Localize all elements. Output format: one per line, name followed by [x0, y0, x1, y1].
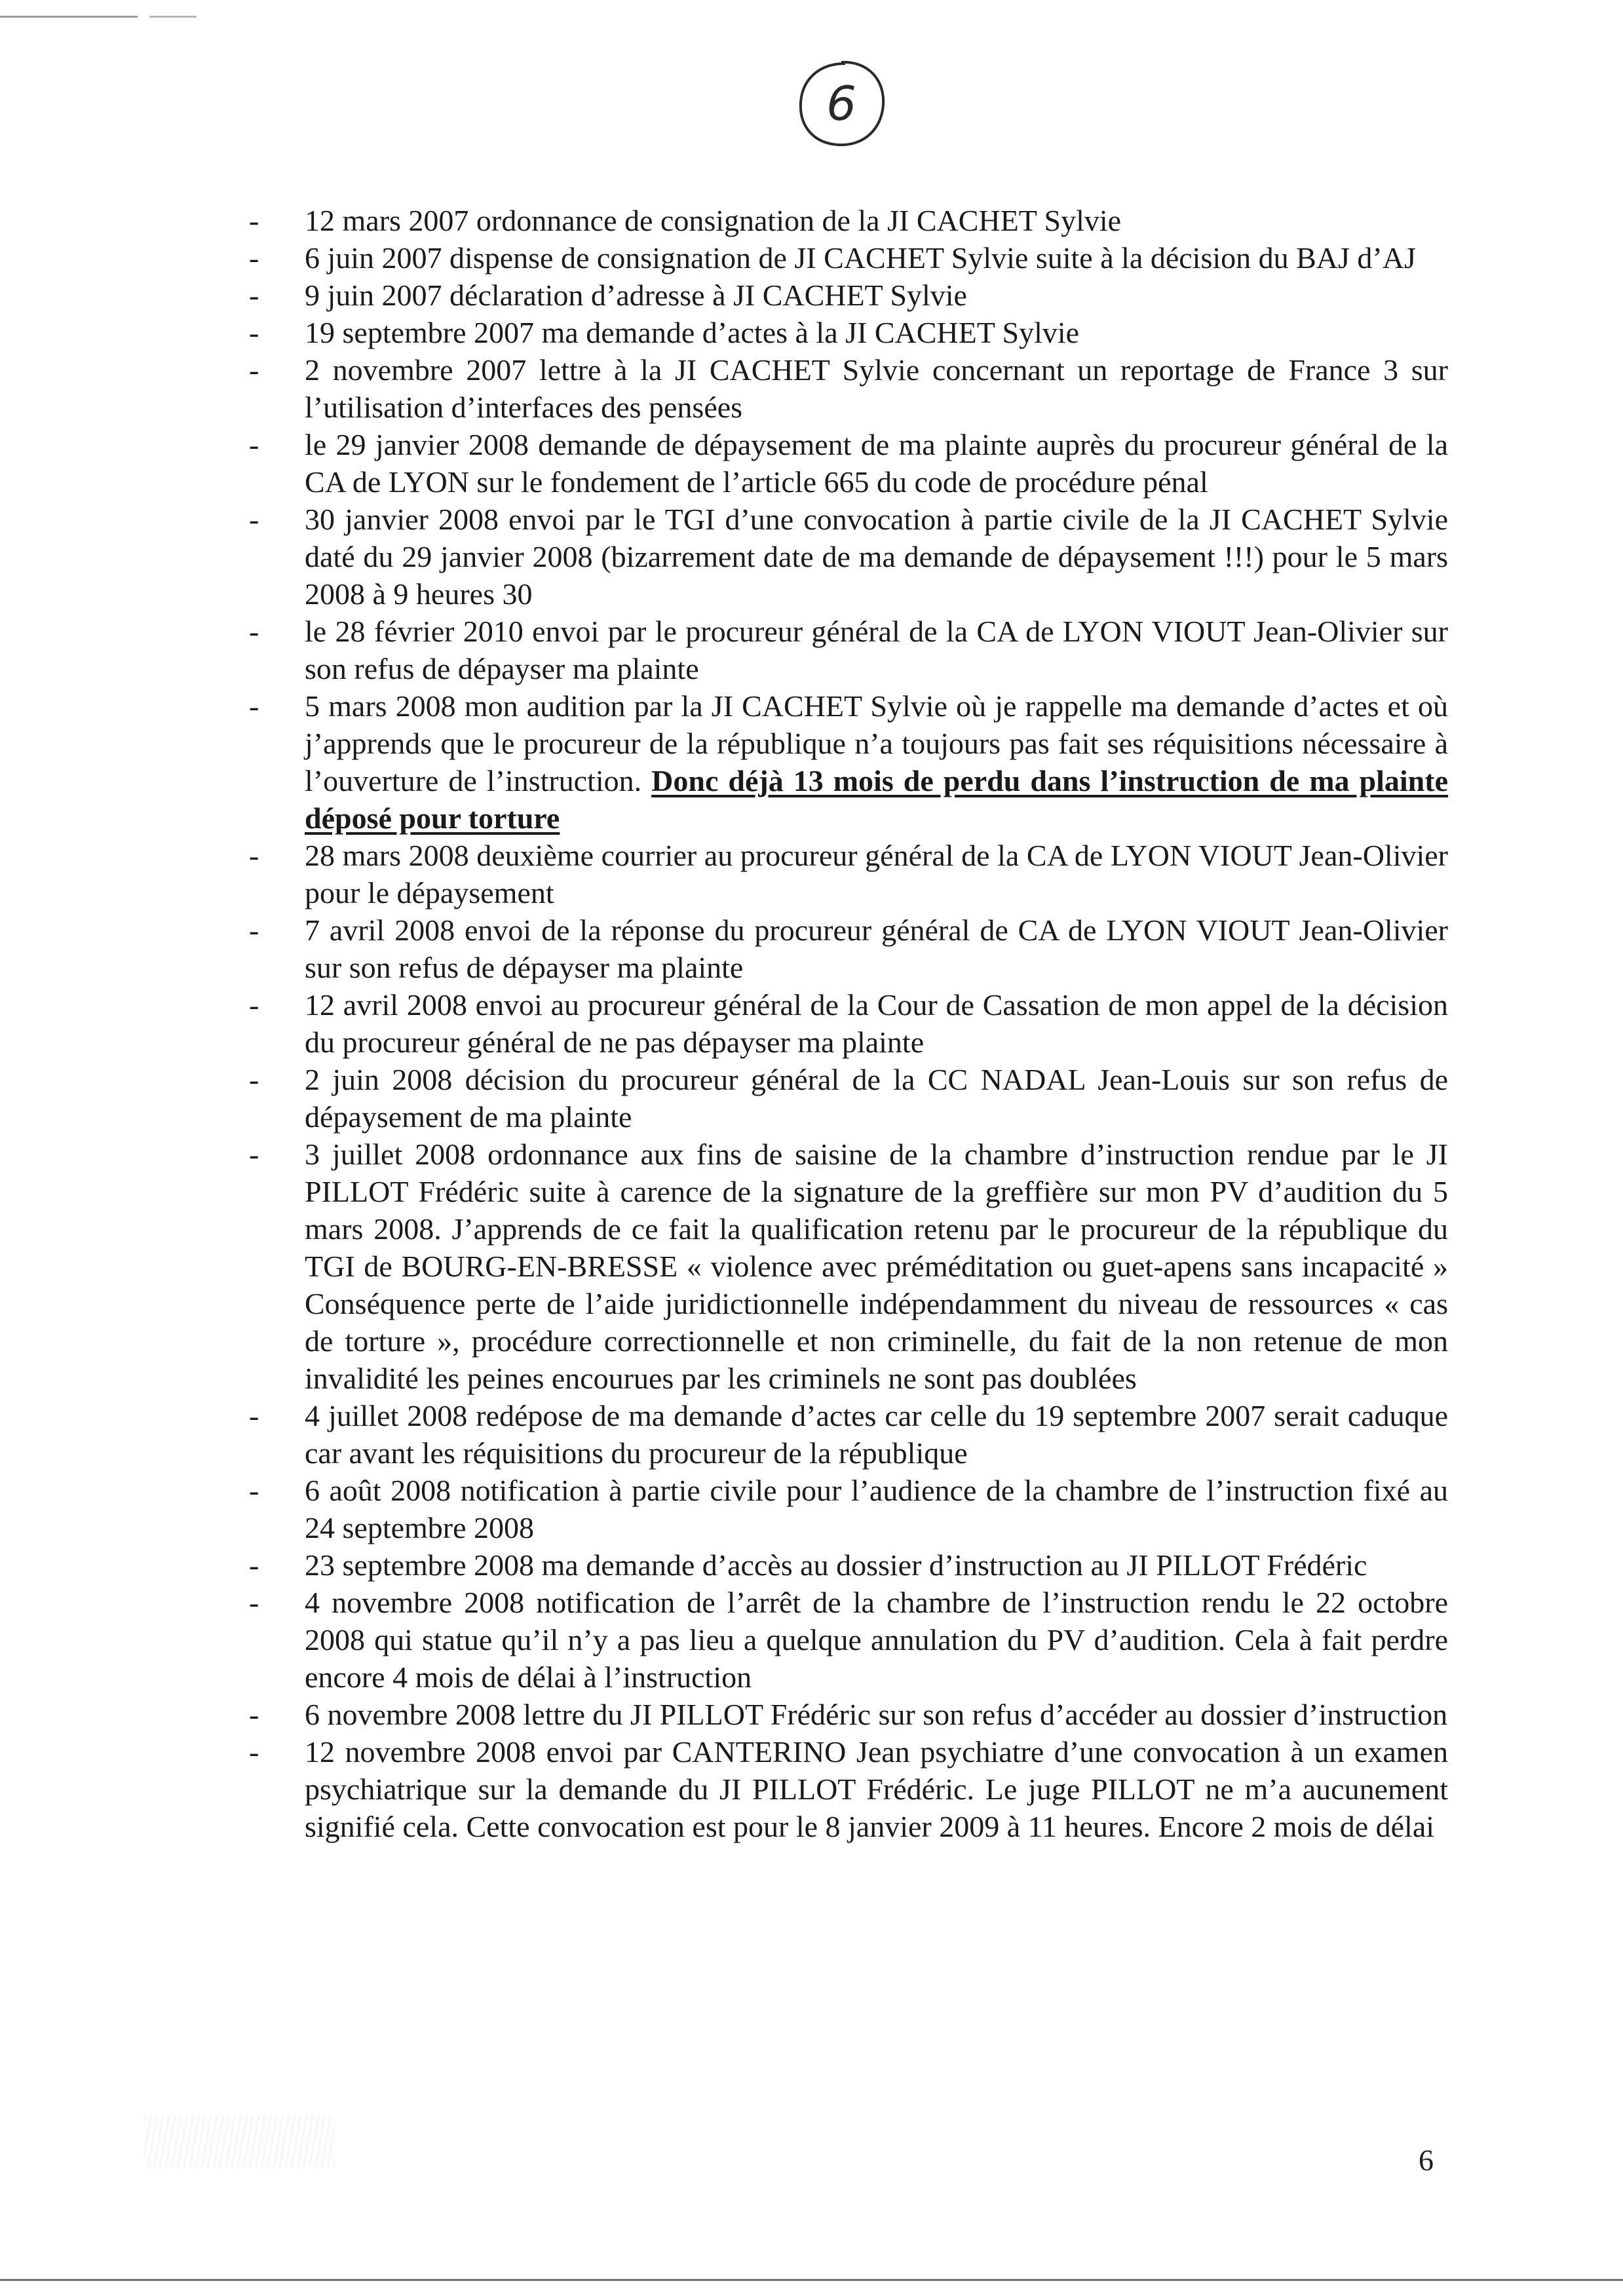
emphasis-text: Donc déjà 13 mois de perdu dans l’instruction de ma plainte déposé pour torture — [305, 764, 1449, 835]
list-item — [249, 1696, 1448, 1733]
list-dash: - — [249, 615, 259, 648]
scan-edge-line — [0, 2279, 1623, 2281]
list-dash: - — [249, 428, 259, 461]
entry-text: 12 mars 2007 ordonnance de consignation de la JI CACHET Sylvie — [305, 204, 1122, 237]
list-dash: - — [249, 316, 259, 349]
entry-text: 12 avril 2008 envoi au procureur général de la Cour de Cassation de mon appel de la décision du procureur général de ne pas dépayser ma plainte — [305, 988, 1448, 1059]
list-dash: - — [249, 1548, 259, 1582]
list-dash: - — [249, 1138, 259, 1171]
entry-text: 6 août 2008 notification à partie civile pour l’audience de la chambre de l’instruction fixé au 24 septembre 2008 — [305, 1474, 1448, 1544]
entry-text: 6 novembre 2008 lettre du JI PILLOT Frédéric sur son refus d’accéder au dossier d’instruction — [305, 1698, 1448, 1731]
entry-text: 9 juin 2007 déclaration d’adresse à JI CACHET Sylvie — [305, 278, 967, 312]
list-dash: - — [249, 1474, 259, 1507]
entry-text: 4 juillet 2008 redépose de ma demande d’actes car celle du 19 septembre 2007 serait caduque car avant les réquisitions du procureur de la république — [305, 1399, 1448, 1470]
page-number-stamp — [792, 56, 891, 154]
list-dash: - — [249, 278, 259, 312]
entry-text: 23 septembre 2008 ma demande d’accès au dossier d’instruction au JI PILLOT Frédéric — [305, 1548, 1367, 1582]
entry-text: 19 septembre 2007 ma demande d’actes à la JI CACHET Sylvie — [305, 316, 1080, 349]
entry-text: 5 mars 2008 mon audition par la JI CACHET Sylvie où je rappelle ma demande d’actes et où j’apprends que le procureur de la république n’a toujours pas fait ses réquisitions nécessaire à l’ouverture de l’instruction. — [305, 689, 1448, 797]
entry-text: 2 novembre 2007 lettre à la JI CACHET Sylvie concernant un reportage de France 3 sur l’utilisation d’interfaces des pensées — [305, 353, 1448, 424]
list-item — [249, 314, 1448, 351]
entry-text: 28 mars 2008 deuxième courrier au procureur général de la CA de LYON VIOUT Jean-Olivier pour le dépaysement — [305, 839, 1448, 909]
list-item — [249, 1546, 1448, 1584]
list-item — [249, 277, 1448, 314]
list-item — [249, 837, 1448, 911]
list-item — [249, 986, 1448, 1061]
list-item — [249, 1472, 1448, 1546]
list-dash: - — [249, 988, 259, 1022]
entry-text: 12 novembre 2008 envoi par CANTERINO Jean psychiatre d’une convocation à un examen psychiatrique sur la demande du JI PILLOT Frédéric. Le juge PILLOT ne m’a aucunement signifié cela. Cette convocation est pour le 8 janvier 2009 à 11 heures. Encore 2 mois de délai — [305, 1735, 1448, 1843]
list-item — [249, 1136, 1448, 1397]
list-item — [249, 687, 1448, 837]
list-item — [249, 426, 1448, 501]
list-item — [249, 501, 1448, 613]
list-dash: - — [249, 1063, 259, 1096]
list-dash: - — [249, 503, 259, 536]
entry-text: 3 juillet 2008 ordonnance aux fins de saisine de la chambre d’instruction rendue par le JI PILLOT Frédéric suite à carence de la signature de la greffière sur mon PV d’audition du 5 mars 2008. J’apprends de ce fait la qualification retenu par le procureur de la république du TGI de BOURG-EN-BRESSE « violence avec préméditation ou guet-apens sans incapacité » Conséquence perte de l’aide juridictionnelle indépendamment du niveau de ressources « cas de torture », procédure correctionnelle et non criminelle, du fait de la non retenue de mon invalidité les peines encourues par les criminels ne sont pas doublées — [305, 1138, 1448, 1395]
entry-text: 6 juin 2007 dispense de consignation de JI CACHET Sylvie suite à la décision du BAJ d’AJ — [305, 241, 1416, 275]
entry-text: 4 novembre 2008 notification de l’arrêt de la chambre de l’instruction rendu le 22 octobre 2008 qui statue qu’il n’y a pas lieu a quelque annulation du PV d’audition. Cela à fait perdre encore 4 mois de délai à l’instruction — [305, 1586, 1448, 1694]
circled-stamp-icon — [792, 56, 891, 154]
list-item — [249, 351, 1448, 426]
list-dash: - — [249, 913, 259, 947]
list-dash: - — [249, 1735, 259, 1769]
entry-text: le 29 janvier 2008 demande de dépaysement de ma plainte auprès du procureur général de la CA de LYON sur le fondement de l’article 665 du code de procédure pénal — [305, 428, 1448, 499]
list-dash: - — [249, 1399, 259, 1432]
entry-text: 7 avril 2008 envoi de la réponse du procureur général de CA de LYON VIOUT Jean-Olivier sur son refus de dépayser ma plainte — [305, 913, 1448, 984]
list-dash: - — [249, 689, 259, 723]
list-item — [249, 911, 1448, 986]
list-item — [249, 202, 1448, 239]
list-item — [249, 1733, 1448, 1845]
list-dash: - — [249, 1698, 259, 1731]
entry-text: 30 janvier 2008 envoi par le TGI d’une convocation à partie civile de la JI CACHET Sylvie daté du 29 janvier 2008 (bizarrement date de ma demande de dépaysement !!!) pour le 5 mars 2008 à 9 heures 30 — [305, 503, 1448, 611]
list-item — [249, 613, 1448, 687]
list-item — [249, 1584, 1448, 1696]
list-dash: - — [249, 204, 259, 237]
page-number: 6 — [1419, 2143, 1434, 2177]
scan-smudge — [144, 2115, 334, 2168]
entry-list — [249, 202, 1448, 1845]
list-dash: - — [249, 839, 259, 872]
scan-edge-line — [0, 16, 197, 18]
entry-text: 2 juin 2008 décision du procureur général de la CC NADAL Jean-Louis sur son refus de dépaysement de ma plainte — [305, 1063, 1448, 1134]
list-item — [249, 239, 1448, 277]
entry-text: le 28 février 2010 envoi par le procureur général de la CA de LYON VIOUT Jean-Olivier sur son refus de dépayser ma plainte — [305, 615, 1448, 685]
list-item — [249, 1397, 1448, 1472]
list-dash: - — [249, 1586, 259, 1619]
list-item — [249, 1061, 1448, 1136]
stamp-number: 6 — [826, 76, 856, 131]
list-dash: - — [249, 241, 259, 275]
list-dash: - — [249, 353, 259, 387]
